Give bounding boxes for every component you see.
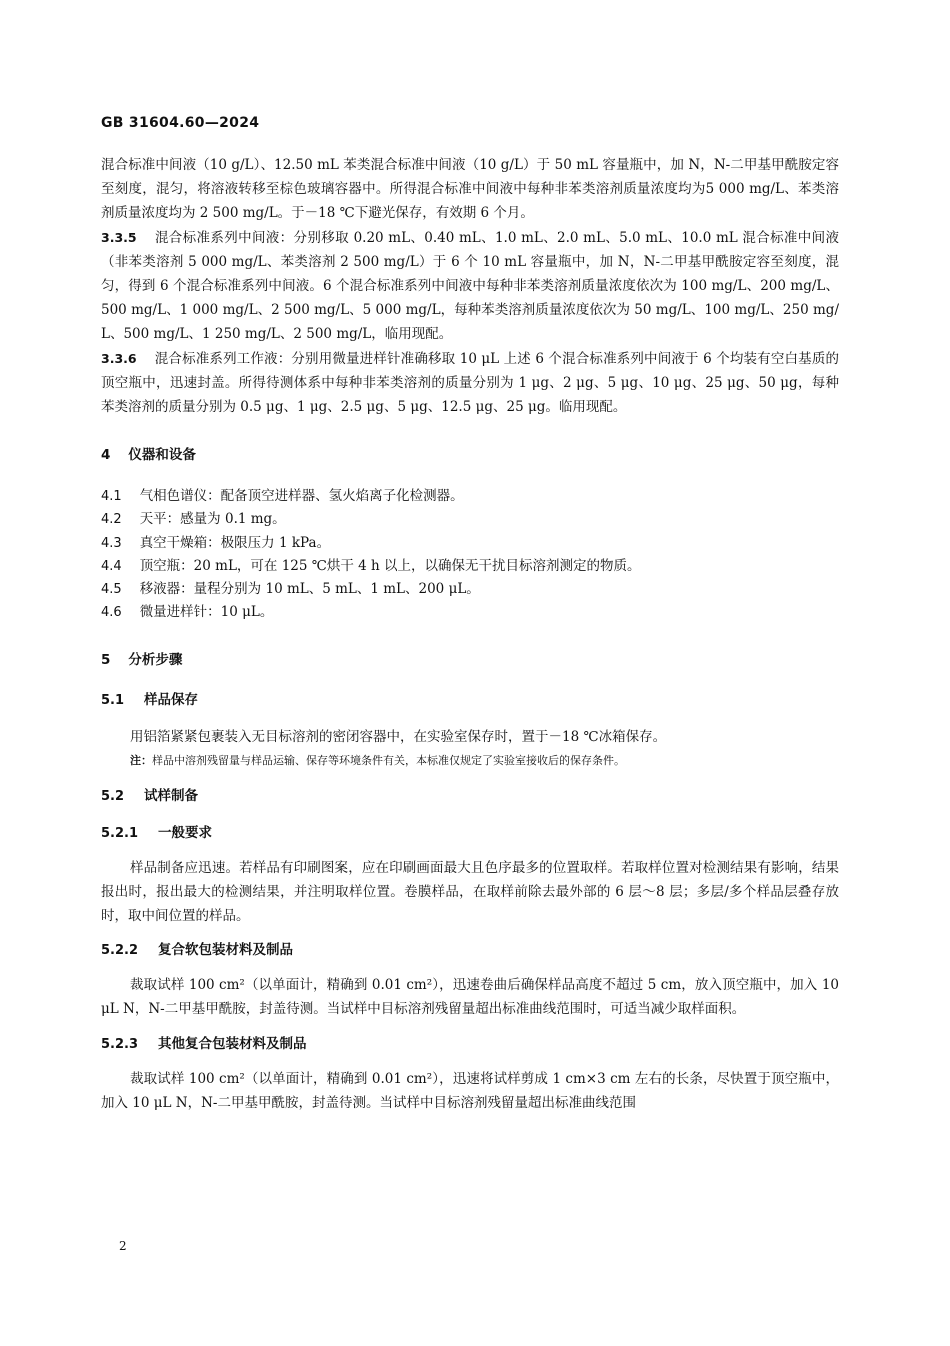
note-label: 注： bbox=[130, 753, 152, 767]
item-number: 4.1 bbox=[101, 489, 122, 505]
clause-5-2-3-heading bbox=[101, 1034, 839, 1055]
list-item bbox=[101, 485, 839, 508]
item-text: 微量进样针：10 μL。 bbox=[139, 604, 274, 621]
clause-5-1-heading bbox=[101, 690, 839, 711]
note bbox=[101, 752, 839, 770]
clause-number: 3.3.5 bbox=[101, 229, 137, 245]
list-item bbox=[101, 578, 839, 601]
item-text: 移液器：量程分别为 10 mL、5 mL、1 mL、200 μL。 bbox=[139, 581, 480, 598]
clause-5-2-1-heading bbox=[101, 823, 839, 844]
clause-text: 混合标准系列中间液：分别移取 0.20 mL、0.40 mL、1.0 mL、2.0 mL、5.0 mL、10.0 mL 混合标准中间液（非苯类溶剂 5 000 mg/L、苯类溶剂 2 500 mg/L）于 6 个 10 mL 容量瓶中，加 N，N-二甲基甲酰胺定容至刻度，混匀，得到 6 个混合标准系列中间液。6 个混合标准系列中间液中每种非苯类溶剂质量浓度依次为 100 mg/L、200 mg/L、500 mg/L、1 000 mg/L、2 500 mg/L、5 000 mg/L，每种苯类溶剂质量浓度依次为 50 mg/L、100 mg/L、250 mg/L、500 mg/L、1 250 mg/L、2 500 mg/L，临用现配。 bbox=[101, 229, 839, 343]
item-text: 真空干燥箱：极限压力 1 kPa。 bbox=[139, 534, 331, 551]
section-4-heading bbox=[101, 445, 839, 465]
clause-3-3-6 bbox=[101, 347, 839, 420]
clause-title: 试样制备 bbox=[144, 787, 199, 804]
clause-3-3-5 bbox=[101, 226, 839, 347]
list-item bbox=[101, 601, 839, 624]
clause-text: 混合标准系列工作液：分别用微量进样针准确移取 10 μL 上述 6 个混合标准系列中间液于 6 个均装有空白基质的顶空瓶中，迅速封盖。所得待测体系中每种非苯类溶剂的质量分别为 1 μg、2 μg、5 μg、10 μg、25 μg、50 μg，每种苯类溶剂的质量分别为 0.5 μg、1 μg、2.5 μg、5 μg、12.5 μg、25 μg。临用现配。 bbox=[101, 350, 839, 416]
clause-5-2-3-text: 裁取试样 100 cm²（以单面计，精确到 0.01 cm²），迅速将试样剪成 1 cm×3 cm 左右的长条，尽快置于顶空瓶中，加入 10 μL N，N-二甲基甲酰胺，封盖待测。当试样中目标溶剂残留量超出标准曲线范围 bbox=[101, 1070, 839, 1111]
list-item bbox=[101, 555, 839, 578]
equipment-list bbox=[101, 485, 839, 624]
section-number: 5 bbox=[101, 652, 111, 669]
item-number: 4.2 bbox=[101, 512, 122, 528]
clause-title: 其他复合包装材料及制品 bbox=[158, 1035, 307, 1052]
item-text: 天平：感量为 0.1 mg。 bbox=[139, 511, 286, 528]
clause-5-1-text: 用铝箔紧紧包裹装入无目标溶剂的密闭容器中，在实验室保存时，置于－18 ℃冰箱保存。 bbox=[130, 729, 667, 746]
clause-number: 5.2.1 bbox=[101, 825, 139, 841]
item-number: 4.4 bbox=[101, 558, 122, 574]
list-item bbox=[101, 508, 839, 531]
clause-5-2-2-text: 裁取试样 100 cm²（以单面计，精确到 0.01 cm²），迅速卷曲后确保样品高度不超过 5 cm，放入顶空瓶中，加入 10 μL N，N-二甲基甲酰胺，封盖待测。当试样中目标溶剂残留量超出标准曲线范围时，可适当减少取样面积。 bbox=[101, 977, 839, 1018]
item-text: 气相色谱仪：配备顶空进样器、氢火焰离子化检测器。 bbox=[139, 488, 464, 505]
section-5-heading bbox=[101, 650, 839, 670]
item-number: 4.5 bbox=[101, 582, 122, 598]
item-number: 4.3 bbox=[101, 535, 122, 551]
clause-5-2-heading bbox=[101, 786, 839, 807]
clause-number: 5.2.2 bbox=[101, 943, 139, 959]
page-content bbox=[101, 153, 839, 1115]
clause-title: 样品保存 bbox=[144, 692, 199, 709]
clause-5-2-1-text: 样品制备应迅速。若样品有印刷图案，应在印刷画面最大且色序最多的位置取样。若取样位置对检测结果有影响，结果报出时，报出最大的检测结果，并注明取样位置。卷膜样品，在取样前除去最外部的 6 层～8 层；多层/多个样品层叠存放时，取中间位置的样品。 bbox=[101, 859, 839, 925]
section-number: 4 bbox=[101, 447, 111, 464]
clause-number: 5.1 bbox=[101, 693, 125, 709]
standard-number: GB 31604.60—2024 bbox=[101, 115, 260, 131]
clause-title: 一般要求 bbox=[158, 824, 213, 841]
item-number: 4.6 bbox=[101, 605, 122, 621]
note-text: 样品中溶剂残留量与样品运输、保存等环境条件有关，本标准仅规定了实验室接收后的保存条件。 bbox=[152, 753, 625, 767]
list-item bbox=[101, 532, 839, 555]
clause-number: 5.2 bbox=[101, 788, 125, 804]
section-title: 仪器和设备 bbox=[128, 447, 196, 464]
clause-title: 复合软包装材料及制品 bbox=[158, 942, 294, 959]
item-text: 顶空瓶：20 mL，可在 125 ℃烘干 4 h 以上，以确保无干扰目标溶剂测定的物质。 bbox=[139, 557, 641, 574]
clause-5-2-2-heading bbox=[101, 940, 839, 961]
continuation-paragraph: 混合标准中间液（10 g/L）、12.50 mL 苯类混合标准中间液（10 g/L）于 50 mL 容量瓶中，加 N，N-二甲基甲酰胺定容至刻度，混匀，将溶液转移至棕色玻璃容器中。所得混合标准中间液中每种非苯类溶剂质量浓度均为5 000 mg/L、苯类溶剂质量浓度均为 2 500 mg/L。于－18 ℃下避光保存，有效期 6 个月。 bbox=[101, 157, 839, 222]
section-title: 分析步骤 bbox=[128, 652, 183, 669]
clause-number: 5.2.3 bbox=[101, 1036, 139, 1052]
clause-number: 3.3.6 bbox=[101, 350, 137, 366]
page-number: 2 bbox=[119, 1239, 127, 1253]
